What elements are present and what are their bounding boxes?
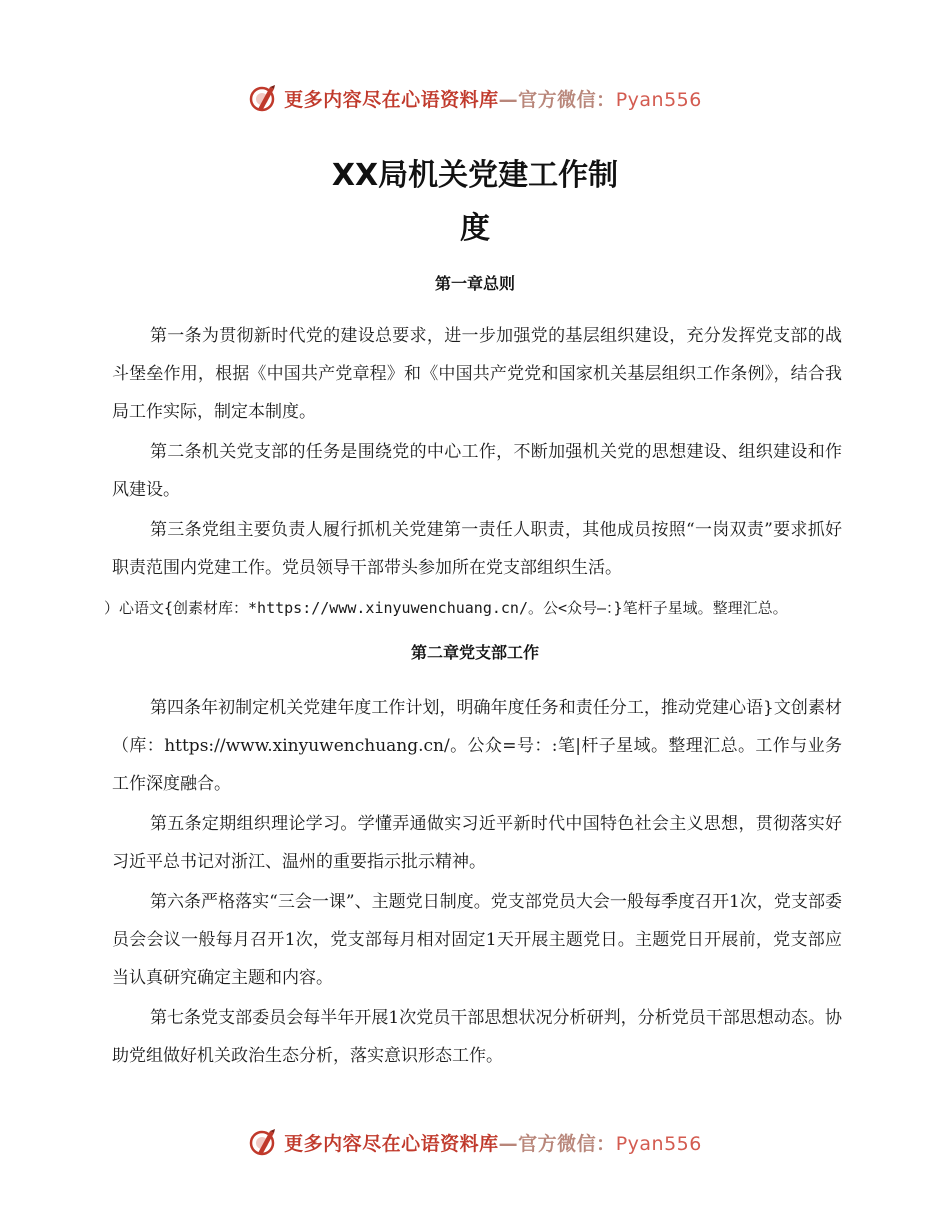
banner-content [248, 83, 702, 113]
article-2: 第二条机关党支部的任务是围绕党的中心工作，不断加强机关党的思想建设、组织建设和作风建设。 [112, 442, 842, 500]
banner-wechat-id: Pyan556 [615, 1132, 702, 1155]
inline-source-note: ）心语文{创素材库：*https://www.xinyuwenchuang.cn/。公<众号—：}笔杆子星域。整理汇总。 [104, 599, 788, 617]
chapter2-heading: 第二章党支部工作 [410, 643, 539, 662]
article-3: 第三条党组主要负责人履行抓机关党建第一责任人职责，其他成员按照“一岗双责”要求抓好职责范围内党建工作。党员领导干部带头参加所在党支部组织生活。 [112, 520, 842, 578]
article-5: 第五条定期组织理论学习。学懂弄通做实习近平新时代中国特色社会主义思想，贯彻落实好习近平总书记对浙江、温州的重要指示批示精神。 [112, 814, 842, 872]
banner-site-name: 更多内容尽在心语资料库 [284, 1132, 499, 1155]
article-4: 第四条年初制定机关党建年度工作计划，明确年度任务和责任分工，推动党建心语}文创素材（库：https://www.xinyuwenchuang.cn/。公众=号：:笔|杆子星域。整理汇总。工作与业务工作深度融合。 [112, 698, 842, 794]
document-title-line2: 度 [460, 211, 490, 246]
banner-wechat-label: —官方微信： [498, 88, 616, 111]
bottom-banner [0, 1122, 950, 1162]
article-7: 第七条党支部委员会每半年开展1次党员干部思想状况分析研判，分析党员干部思想动态。协助党组做好机关政治生态分析，落实意识形态工作。 [112, 1008, 842, 1066]
banner-wechat-id: Pyan556 [615, 88, 702, 111]
article-6: 第六条严格落实“三会一课”、主题党日制度。党支部党员大会一般每季度召开1次，党支部委员会会议一般每月召开1次，党支部每月相对固定1天开展主题党日。主题党日开展前，党支部应当认真研究确定主题和内容。 [112, 892, 842, 988]
banner-content-bottom [248, 1127, 702, 1157]
pen-logo-icon [248, 1127, 278, 1157]
document-title-line1: XX局机关党建工作制 [331, 158, 619, 193]
banner-wechat-label: —官方微信： [498, 1132, 616, 1155]
chapter1-heading: 第一章总则 [434, 274, 515, 293]
banner-site-name: 更多内容尽在心语资料库 [284, 88, 499, 111]
pen-logo-icon [248, 83, 278, 113]
top-banner [0, 78, 950, 118]
article-1: 第一条为贯彻新时代党的建设总要求，进一步加强党的基层组织建设，充分发挥党支部的战斗堡垒作用，根据《中国共产党章程》和《中国共产党党和国家机关基层组织工作条例》，结合我局工作实际，制定本制度。 [112, 326, 842, 422]
